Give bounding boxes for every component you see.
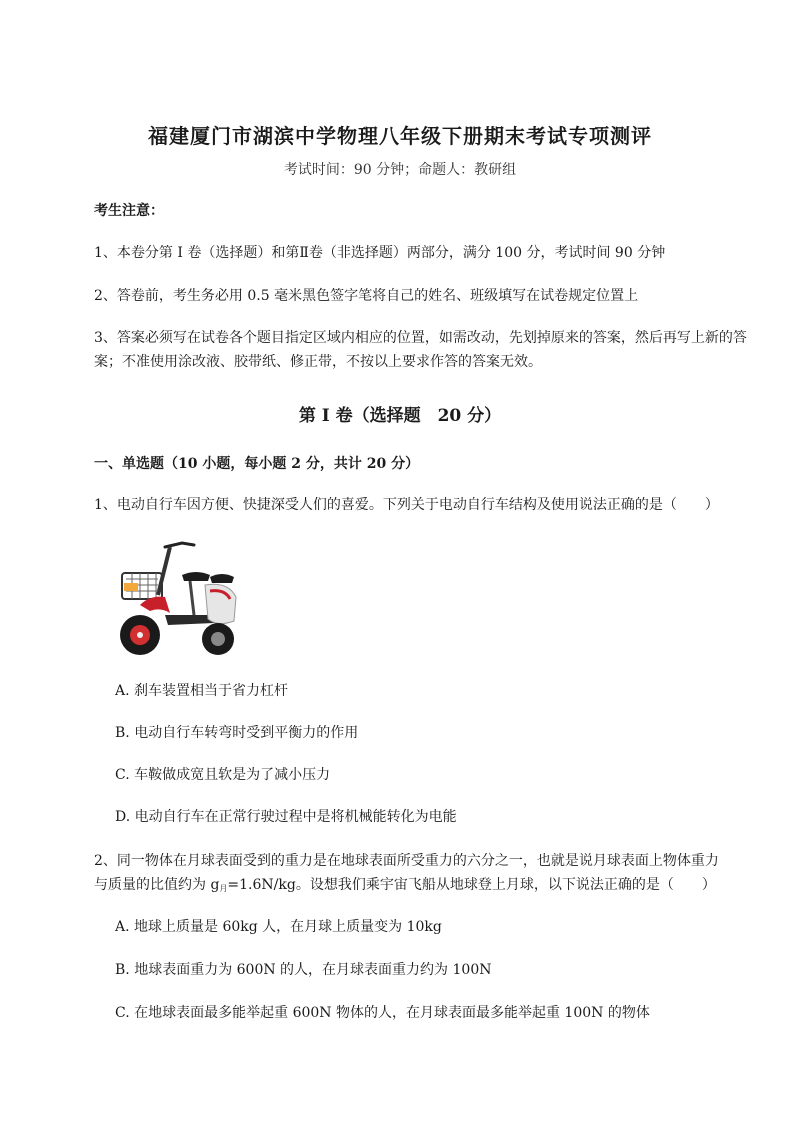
question-1-option-d: D. 电动自行车在正常行驶过程中是将机械能转化为电能 bbox=[115, 809, 457, 825]
notice-item-1: 1、本卷分第 I 卷（选择题）和第Ⅱ卷（非选择题）两部分，满分 100 分，考试时间 90 分钟 bbox=[94, 245, 666, 261]
question-2-stem-line-2 bbox=[94, 874, 716, 900]
part-heading: 一、单选题（10 小题，每小题 2 分，共计 20 分） bbox=[94, 456, 420, 472]
question-2-option-b: B. 地球表面重力为 600N 的人，在月球表面重力约为 100N bbox=[115, 962, 492, 978]
question-2-stem-suffix: =1.6N/kg。设想我们乘宇宙飞船从地球登上月球，以下说法正确的是（ ） bbox=[227, 877, 716, 893]
notice-item-3: 3、答案必须写在试卷各个题目指定区域内相应的位置，如需改动，先划掉原来的答案，然后再写上新的答案；不准使用涂改液、胶带纸、修正带，不按以上要求作答的答案无效。 bbox=[94, 330, 747, 370]
question-1-option-c: C. 车鞍做成宽且软是为了减小压力 bbox=[115, 767, 331, 783]
exam-info: 考试时间：90 分钟；命题人：教研组 bbox=[283, 162, 517, 178]
notice-heading: 考生注意： bbox=[94, 203, 164, 219]
electric-bicycle-image bbox=[110, 535, 245, 660]
question-2-option-a: A. 地球上质量是 60kg 人，在月球上质量变为 10kg bbox=[115, 919, 442, 935]
question-1-option-b: B. 电动自行车转弯时受到平衡力的作用 bbox=[115, 725, 359, 741]
question-1-option-a: A. 刹车装置相当于省力杠杆 bbox=[115, 683, 289, 699]
question-2-stem-line-1: 2、同一物体在月球表面受到的重力是在地球表面所受重力的六分之一，也就是说月球表面上物体重力 bbox=[94, 853, 719, 869]
section-title: 第 I 卷（选择题 20 分） bbox=[298, 406, 502, 426]
question-2-option-c: C. 在地球表面最多能举起重 600N 物体的人，在月球表面最多能举起重 100N 的物体 bbox=[115, 1005, 650, 1021]
notice-item-2: 2、答卷前，考生务必用 0.5 毫米黑色签字笔将自己的姓名、班级填写在试卷规定位置上 bbox=[94, 288, 639, 304]
page-title: 福建厦门市湖滨中学物理八年级下册期末考试专项测评 bbox=[148, 124, 652, 148]
moon-subscript: 月 bbox=[219, 884, 228, 893]
question-2-stem-prefix: 与质量的比值约为 g bbox=[94, 877, 220, 893]
question-1-stem: 1、电动自行车因方便、快捷深受人们的喜爱。下列关于电动自行车结构及使用说法正确的是（ ） bbox=[94, 497, 719, 513]
